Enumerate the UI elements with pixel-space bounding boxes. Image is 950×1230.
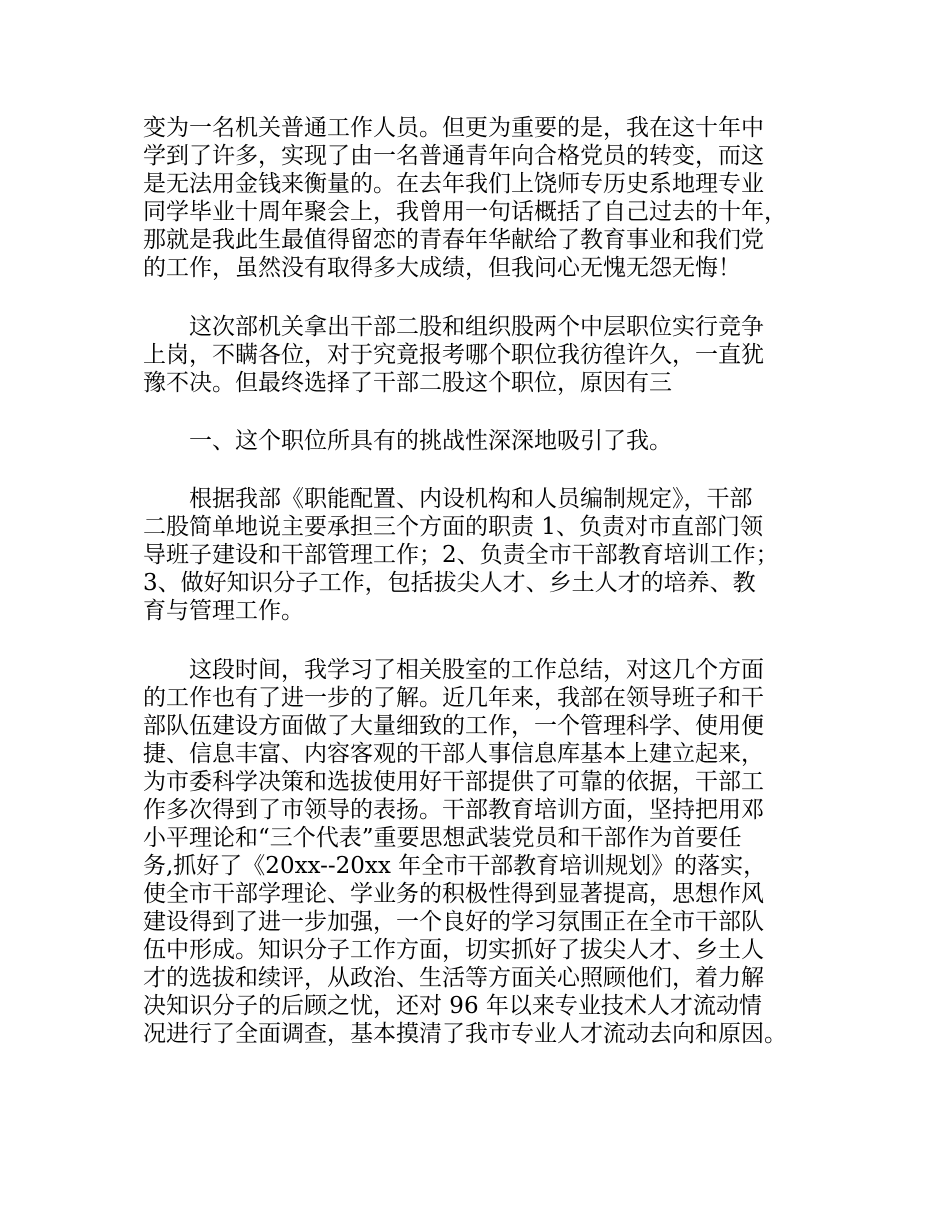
text-line: 决知识分子的后顾之忧，还对 96 年以来专业技术人才流动情 <box>143 993 762 1019</box>
text-line: 捷、信息丰富、内容客观的干部人事信息库基本上建立起来， <box>143 741 764 767</box>
text-line: 才的选拔和续评，从政治、生活等方面关心照顾他们，着力解 <box>143 965 764 991</box>
text-line: 的工作，虽然没有取得多大成绩，但我问心无愧无怨无悔！ <box>143 255 741 281</box>
text-line: 豫不决。但最终选择了干部二股这个职位，原因有三 <box>143 370 672 396</box>
text-line: 况进行了全面调查，基本摸清了我市专业人才流动去向和原因。 <box>143 1021 787 1047</box>
text-line: 同学毕业十周年聚会上，我曾用一句话概括了自己过去的十年， <box>143 199 787 225</box>
text-line: 为市委科学决策和选拔使用好干部提供了可靠的依据，干部工 <box>143 769 764 795</box>
text-line: 使全市干部学理论、学业务的积极性得到显著提高，思想作风 <box>143 881 764 907</box>
text-line: 这段时间，我学习了相关股室的工作总结，对这几个方面 <box>143 657 764 683</box>
text-line: 那就是我此生最值得留恋的青春年华献给了教育事业和我们党 <box>143 227 764 253</box>
text-line: 这次部机关拿出干部二股和组织股两个中层职位实行竞争 <box>143 314 764 340</box>
text-line: 二股简单地说主要承担三个方面的职责 1、负责对市直部门领 <box>143 514 763 540</box>
section-heading: 一、这个职位所具有的挑战性深深地吸引了我。 <box>143 428 672 454</box>
text-line: 变为一名机关普通工作人员。但更为重要的是，我在这十年中 <box>143 115 764 141</box>
text-line: 部队伍建设方面做了大量细致的工作，一个管理科学、使用便 <box>143 713 764 739</box>
text-line: 作多次得到了市领导的表扬。干部教育培训方面，坚持把用邓 <box>143 797 764 823</box>
text-line: 3、做好知识分子工作，包括拔尖人才、乡土人才的培养、教 <box>143 570 756 596</box>
text-line: 务,抓好了《20xx--20xx 年全市干部教育培训规划》的落实， <box>143 853 767 879</box>
text-line: 建设得到了进一步加强，一个良好的学习氛围正在全市干部队 <box>143 909 764 935</box>
text-line: 育与管理工作。 <box>143 598 304 624</box>
text-line: 伍中形成。知识分子工作方面，切实抓好了拔尖人才、乡土人 <box>143 937 764 963</box>
text-line: 根据我部《职能配置、内设机构和人员编制规定》，干部 <box>143 486 753 512</box>
text-line: 是无法用金钱来衡量的。在去年我们上饶师专历史系地理专业 <box>143 171 764 197</box>
text-line: 的工作也有了进一步的了解。近几年来，我部在领导班子和干 <box>143 685 764 711</box>
text-line: 导班子建设和干部管理工作；2、负责全市干部教育培训工作； <box>143 542 779 568</box>
text-line: 上岗，不瞒各位，对于究竟报考哪个职位我彷徨许久，一直犹 <box>143 342 764 368</box>
text-line: 小平理论和“三个代表”重要思想武装党员和干部作为首要任 <box>143 825 742 851</box>
text-line: 学到了许多，实现了由一名普通青年向合格党员的转变，而这 <box>143 143 764 169</box>
